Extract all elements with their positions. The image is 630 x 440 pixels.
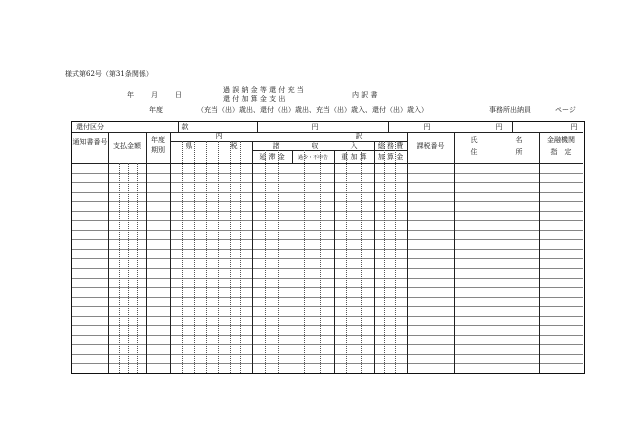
digit-separator (320, 150, 321, 373)
table-row (72, 344, 583, 345)
yen-label-4: 円 (570, 123, 578, 131)
page-label: ページ (555, 106, 576, 114)
address-header-1: 住 (470, 148, 478, 156)
table-row (72, 278, 583, 279)
col-line (170, 132, 171, 373)
breakdown-table (71, 121, 585, 374)
name-header-2: 名 (515, 136, 523, 144)
digit-separator (194, 141, 195, 373)
digit-separator (384, 141, 385, 373)
fiscal-year-header: 年度 (151, 136, 165, 144)
table-row (72, 239, 583, 240)
table-row (72, 335, 583, 336)
general-expense-header: 総 務 費 (377, 142, 404, 150)
digit-separator (361, 150, 362, 373)
bank-header-1: 金融機関 (547, 136, 575, 144)
table-row (72, 230, 583, 231)
breakdown-header-2: 訳 (355, 132, 363, 140)
category-label: 還付区分 (76, 123, 104, 131)
payment-amount-header: 支払金額 (113, 142, 141, 150)
digit-separator (240, 141, 241, 373)
digit-separator (265, 150, 266, 373)
digit-separator (395, 141, 396, 373)
underpaid-header: 過少・不申告 (297, 155, 328, 161)
name-header-1: 氏 (470, 136, 478, 144)
digit-separator (119, 163, 120, 373)
table-row (72, 363, 583, 364)
table-row (72, 201, 583, 202)
title-suffix: 内 訳 書 (352, 91, 378, 99)
yen-label-3: 円 (495, 123, 503, 131)
digit-separator (182, 141, 183, 373)
header-bottom-line (72, 163, 583, 164)
section-label: 款 (181, 123, 189, 131)
table-row (72, 173, 583, 174)
form-number: 様式第62号（第31条関係） (65, 70, 153, 78)
table-row (72, 297, 583, 298)
table-row (72, 287, 583, 288)
misc-income-header-1: 諸 (272, 142, 280, 150)
col-line (388, 122, 389, 132)
table-row (72, 268, 583, 269)
title-line-1: 過 誤 納 金 等 還 付 充 当 (223, 86, 304, 94)
table-row (72, 211, 583, 212)
table-row (72, 306, 583, 307)
col-line (108, 132, 109, 373)
heavy-additional-header: 重 加 算 (341, 153, 367, 161)
col-line (257, 122, 258, 132)
prefectural-tax-header-1: 県 (185, 142, 193, 150)
table-row (72, 354, 583, 355)
month-label: 月 (151, 91, 158, 99)
col-line (374, 141, 375, 373)
col-line (334, 150, 335, 373)
title-line-2: 還 付 加 算 金 支 出 (223, 95, 286, 103)
misc-income-header-2: 収 (311, 142, 319, 150)
table-row (72, 258, 583, 259)
late-fee-header: 延 滞 金 (259, 153, 285, 161)
digit-separator (218, 141, 219, 373)
breakdown-header-1: 内 (215, 132, 223, 140)
accounts-label: （充当（出）歳出、還付（出）歳出、充当（出）歳入、還付（出）歳入） (197, 106, 428, 114)
additional-amount-header: 加 算 金 (377, 153, 404, 161)
period-header: 期別 (151, 146, 165, 154)
yen-label-1: 円 (311, 123, 319, 131)
day-label: 日 (175, 91, 182, 99)
row1-bottom-line (72, 132, 583, 133)
notice-number-header: 通知書番号 (72, 138, 108, 146)
col-line (512, 122, 513, 132)
col-line (252, 141, 253, 373)
col-line (454, 132, 455, 373)
year-label: 年 (127, 91, 134, 99)
col-line (407, 132, 408, 373)
col-line (539, 132, 540, 373)
office-staff-label: 事務所出納員 (489, 106, 531, 114)
table-row (72, 182, 583, 183)
table-row (72, 249, 583, 250)
digit-separator (137, 163, 138, 373)
table-row (72, 220, 583, 221)
yen-label-2: 円 (423, 123, 431, 131)
fiscal-year-label: 年度 (149, 106, 163, 114)
tax-number-header: 課税番号 (416, 142, 445, 150)
digit-separator (206, 141, 207, 373)
digit-separator (278, 150, 279, 373)
table-row (72, 316, 583, 317)
digit-separator (230, 141, 231, 373)
digit-separator (346, 150, 347, 373)
table-row (72, 192, 583, 193)
prefectural-tax-header-2: 税 (230, 142, 238, 150)
col-line (146, 132, 147, 373)
digit-separator (128, 163, 129, 373)
digit-separator (304, 150, 305, 373)
table-row (72, 325, 583, 326)
misc-income-header-3: 入 (350, 142, 358, 150)
bank-header-2: 指 定 (550, 148, 572, 156)
address-header-2: 所 (515, 148, 523, 156)
